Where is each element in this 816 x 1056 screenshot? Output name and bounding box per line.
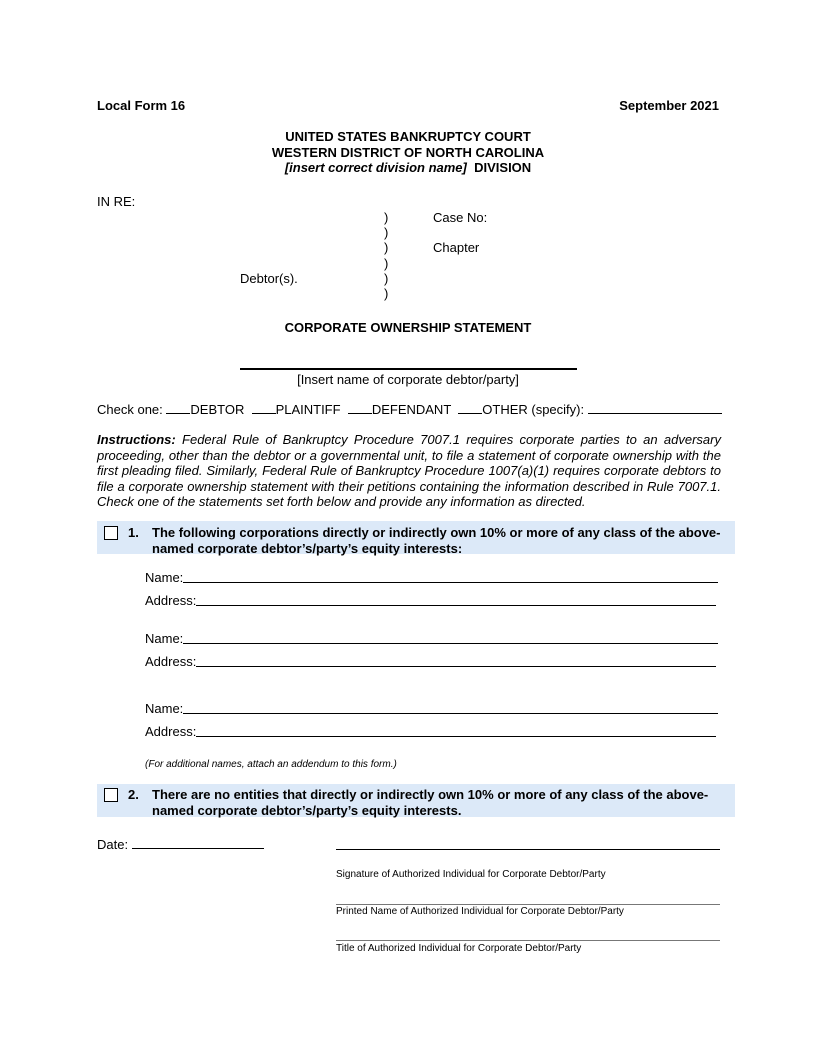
field-line[interactable] bbox=[196, 654, 716, 667]
address-label: Address: bbox=[145, 724, 197, 739]
party-name-line[interactable] bbox=[240, 368, 577, 370]
name-label: Name: bbox=[145, 701, 184, 716]
owner-2-name-field[interactable] bbox=[145, 631, 718, 646]
debtor-label: Debtor(s). bbox=[240, 271, 298, 286]
check-one-row bbox=[97, 402, 722, 417]
option-other: OTHER (specify): bbox=[482, 402, 585, 417]
owner-3-address-field[interactable] bbox=[145, 724, 716, 739]
defendant-blank[interactable] bbox=[348, 413, 372, 414]
field-line[interactable] bbox=[196, 724, 716, 737]
statement-1-text: The following corporations directly or indirectly own 10% or more of any class of the above-named corporate debtor’s/party’s equity interests: bbox=[152, 525, 721, 556]
document-title: CORPORATE OWNERSHIP STATEMENT bbox=[284, 320, 532, 335]
form-number: Local Form 16 bbox=[97, 98, 186, 113]
court-division bbox=[0, 160, 816, 175]
date-field[interactable] bbox=[132, 836, 264, 849]
title-line[interactable] bbox=[336, 940, 720, 941]
date-label: Date: bbox=[97, 837, 129, 852]
division-placeholder[interactable]: [insert correct division name] bbox=[284, 160, 467, 175]
field-line[interactable] bbox=[196, 593, 716, 606]
date-row bbox=[97, 836, 264, 852]
field-line[interactable] bbox=[183, 631, 718, 644]
option-defendant: DEFENDANT bbox=[371, 402, 452, 417]
court-name: UNITED STATES BANKRUPTCY COURT bbox=[285, 129, 531, 144]
instructions-text: Federal Rule of Bankruptcy Procedure 7007.1 requires corporate parties to an adversary proceeding, other than the debtor or a governmental unit, to file a statement of corporate ownership with the first pleading filed. Similarly, Federal Rule of Bankruptcy Procedure 1007(a)(1) requires corporate debtors to file a corporate ownership statement with their petitions containing the information described in Rule 7007.1. Check one of the statements set forth below and provide any information as directed. bbox=[97, 432, 721, 509]
option-debtor: DEBTOR bbox=[190, 402, 245, 417]
caption-paren: ) bbox=[384, 225, 389, 240]
caption-paren: ) bbox=[384, 240, 389, 255]
caption-paren: ) bbox=[384, 210, 389, 225]
case-no-label: Case No: bbox=[433, 210, 488, 225]
field-line[interactable] bbox=[183, 701, 718, 714]
field-line[interactable] bbox=[183, 570, 718, 583]
statement-1-checkbox[interactable] bbox=[104, 526, 118, 540]
caption-paren: ) bbox=[384, 256, 389, 271]
plaintiff-blank[interactable] bbox=[252, 413, 276, 414]
division-label: DIVISION bbox=[474, 160, 532, 175]
statement-2-number: 2. bbox=[128, 787, 139, 802]
title-caption: Title of Authorized Individual for Corporate Debtor/Party bbox=[336, 943, 582, 954]
form-date: September 2021 bbox=[619, 98, 719, 113]
owner-3-name-field[interactable] bbox=[145, 701, 718, 716]
option-plaintiff: PLAINTIFF bbox=[275, 402, 341, 417]
statement-2-checkbox[interactable] bbox=[104, 788, 118, 802]
owner-1-name-field[interactable] bbox=[145, 570, 718, 585]
addendum-note: (For additional names, attach an addendum to this form.) bbox=[145, 759, 397, 770]
address-label: Address: bbox=[145, 654, 197, 669]
name-label: Name: bbox=[145, 570, 184, 585]
in-re-label: IN RE: bbox=[97, 194, 136, 209]
owner-2-address-field[interactable] bbox=[145, 654, 716, 669]
caption-paren: ) bbox=[384, 271, 389, 286]
instructions bbox=[97, 432, 721, 510]
statement-1-number: 1. bbox=[128, 525, 139, 540]
address-label: Address: bbox=[145, 593, 197, 608]
name-label: Name: bbox=[145, 631, 184, 646]
other-specify-field[interactable] bbox=[588, 413, 722, 414]
signature-caption: Signature of Authorized Individual for Corporate Debtor/Party bbox=[336, 869, 606, 880]
statement-2-text: There are no entities that directly or indirectly own 10% or more of any class of the above-named corporate debtor’s/party’s equity interests. bbox=[152, 787, 709, 818]
caption-paren: ) bbox=[384, 286, 389, 301]
printed-name-caption: Printed Name of Authorized Individual for Corporate Debtor/Party bbox=[336, 906, 624, 917]
signature-line[interactable] bbox=[336, 849, 720, 850]
debtor-blank[interactable] bbox=[166, 413, 190, 414]
other-blank[interactable] bbox=[458, 413, 482, 414]
instructions-label: Instructions: bbox=[97, 432, 176, 447]
owner-1-address-field[interactable] bbox=[145, 593, 716, 608]
court-district: WESTERN DISTRICT OF NORTH CAROLINA bbox=[271, 145, 545, 160]
chapter-label: Chapter bbox=[433, 240, 480, 255]
printed-name-line[interactable] bbox=[336, 904, 720, 905]
party-name-caption: [Insert name of corporate debtor/party] bbox=[297, 372, 519, 387]
check-one-label: Check one: bbox=[97, 402, 163, 417]
